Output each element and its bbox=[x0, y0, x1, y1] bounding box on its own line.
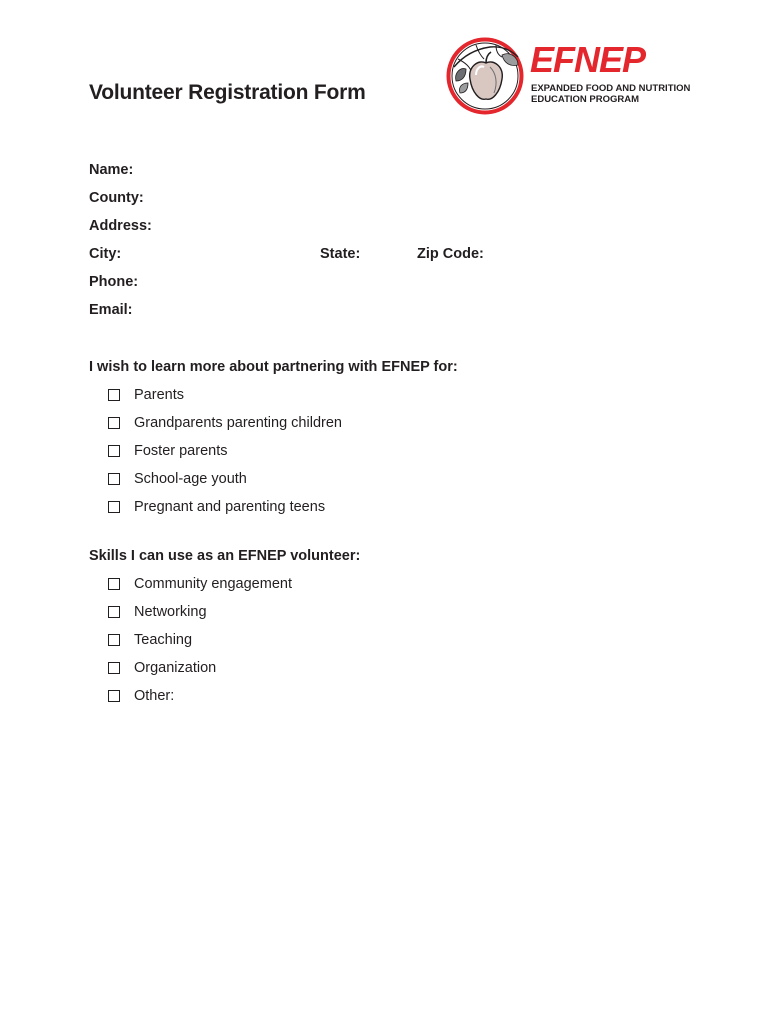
option-label: Teaching bbox=[134, 632, 193, 648]
checkbox[interactable] bbox=[108, 690, 120, 702]
checkbox[interactable] bbox=[108, 606, 120, 618]
checkbox[interactable] bbox=[108, 473, 120, 485]
checkbox[interactable] bbox=[108, 634, 120, 646]
email-label: Email: bbox=[89, 302, 133, 318]
city-label: City: bbox=[89, 246, 122, 262]
option-label: Networking bbox=[134, 604, 207, 620]
skill-option-community-engagement[interactable] bbox=[108, 575, 292, 593]
option-label: Pregnant and parenting teens bbox=[134, 499, 326, 515]
state-label: State: bbox=[320, 246, 361, 262]
tagline-line-2: EDUCATION PROGRAM bbox=[531, 93, 640, 105]
option-label: Grandparents parenting children bbox=[134, 415, 342, 431]
skills-heading: Skills I can use as an EFNEP volunteer: bbox=[89, 548, 361, 564]
zip-code-label: Zip Code: bbox=[417, 246, 484, 262]
county-label: County: bbox=[89, 190, 144, 206]
partner-option-teens[interactable] bbox=[108, 498, 325, 516]
option-label: Foster parents bbox=[134, 443, 228, 459]
checkbox[interactable] bbox=[108, 389, 120, 401]
checkbox[interactable] bbox=[108, 578, 120, 590]
skill-option-networking[interactable] bbox=[108, 603, 207, 621]
efnep-tagline bbox=[531, 84, 690, 105]
checkbox[interactable] bbox=[108, 445, 120, 457]
partner-option-foster-parents[interactable] bbox=[108, 442, 228, 460]
partnering-heading: I wish to learn more about partnering with EFNEP for: bbox=[89, 359, 458, 375]
partner-option-grandparents[interactable] bbox=[108, 414, 342, 432]
skill-option-organization[interactable] bbox=[108, 659, 216, 677]
partner-option-school-age-youth[interactable] bbox=[108, 470, 247, 488]
checkbox[interactable] bbox=[108, 662, 120, 674]
page-title: Volunteer Registration Form bbox=[89, 81, 366, 104]
tagline-line-1: EXPANDED FOOD AND NUTRITION bbox=[531, 83, 691, 94]
efnep-logo bbox=[446, 37, 696, 117]
checkbox[interactable] bbox=[108, 417, 120, 429]
option-label: Other: bbox=[134, 688, 175, 704]
apple-emblem-icon bbox=[446, 37, 524, 115]
checkbox[interactable] bbox=[108, 501, 120, 513]
address-label: Address: bbox=[89, 218, 152, 234]
partner-option-parents[interactable] bbox=[108, 386, 184, 404]
skill-option-teaching[interactable] bbox=[108, 631, 192, 649]
name-label: Name: bbox=[89, 162, 134, 178]
option-label: Organization bbox=[134, 660, 217, 676]
option-label: Community engagement bbox=[134, 576, 292, 592]
phone-label: Phone: bbox=[89, 274, 139, 290]
option-label: School-age youth bbox=[134, 471, 247, 487]
skill-option-other[interactable] bbox=[108, 687, 174, 705]
efnep-wordmark: EFNEP bbox=[530, 39, 646, 80]
option-label: Parents bbox=[134, 387, 184, 403]
